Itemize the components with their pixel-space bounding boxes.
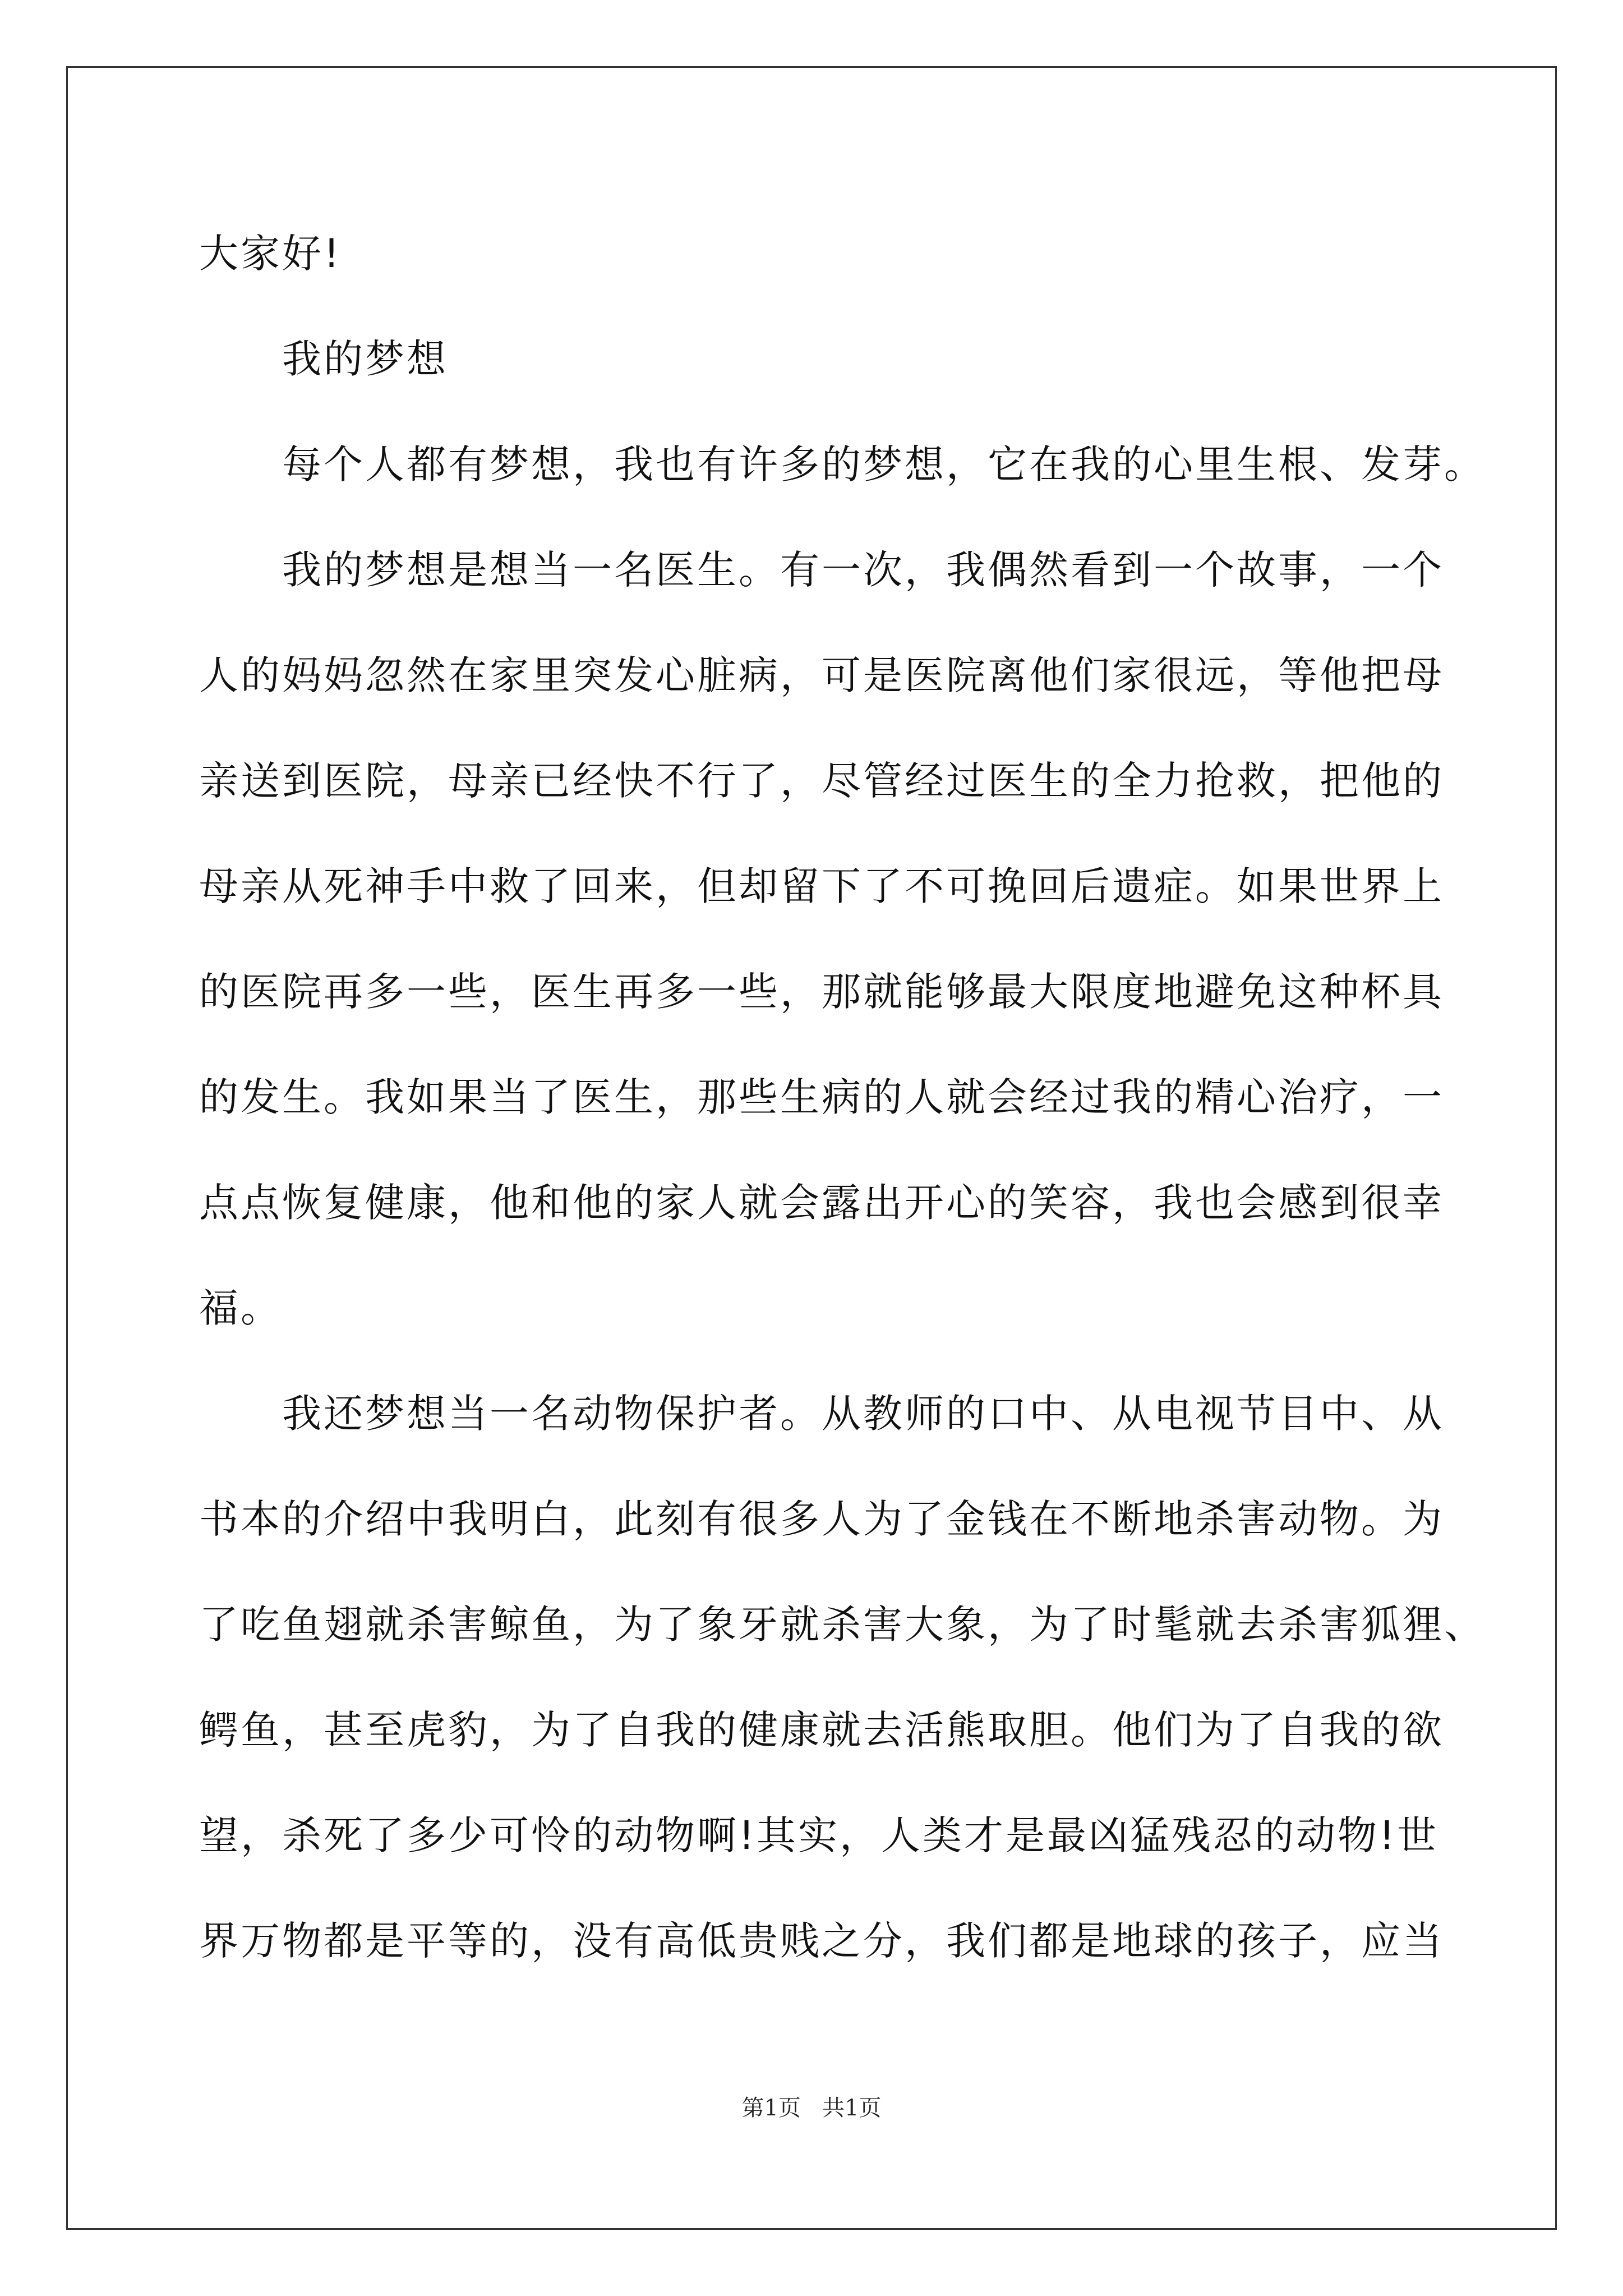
text-line: 福。: [199, 1285, 282, 1331]
page-number-footer: 第1页 共1页: [741, 2095, 882, 2121]
text-line: 我还梦想当一名动物保护者。从教师的口中、从电视节目中、从: [199, 1391, 1444, 1437]
text-line: 每个人都有梦想，我也有许多的梦想，它在我的心里生根、发芽。: [199, 441, 1486, 487]
text-line: 母亲从死神手中救了回来，但却留下了不可挽回后遗症。如果世界上: [199, 863, 1444, 909]
text-line: 界万物都是平等的，没有高低贵贱之分，我们都是地球的孩子，应当: [199, 1918, 1444, 1964]
text-line: 望，杀死了多少可怜的动物啊!其实，人类才是最凶猛残忍的动物!世: [199, 1812, 1439, 1858]
text-line: 的医院再多一些，医生再多一些，那就能够最大限度地避免这种杯具: [199, 969, 1444, 1015]
text-line: 点点恢复健康，他和他的家人就会露出开心的笑容，我也会感到很幸: [199, 1180, 1444, 1226]
text-line: 书本的介绍中我明白，此刻有很多人为了金钱在不断地杀害动物。为: [199, 1496, 1444, 1542]
text-line: 我的梦想是想当一名医生。有一次，我偶然看到一个故事，一个: [199, 547, 1444, 593]
text-line: 的发生。我如果当了医生，那些生病的人就会经过我的精心治疗，一: [199, 1074, 1444, 1120]
page-border: [66, 66, 1557, 2230]
text-line: 我的梦想: [199, 336, 448, 382]
text-line: 亲送到医院，母亲已经快不行了，尽管经过医生的全力抢救，把他的: [199, 758, 1444, 804]
text-line: 鳄鱼，甚至虎豹，为了自我的健康就去活熊取胆。他们为了自我的欲: [199, 1707, 1444, 1753]
text-line: 大家好!: [199, 231, 342, 277]
text-line: 人的妈妈忽然在家里突发心脏病，可是医院离他们家很远，等他把母: [199, 652, 1444, 698]
text-line: 了吃鱼翅就杀害鲸鱼，为了象牙就杀害大象，为了时髦就去杀害狐狸、: [199, 1602, 1486, 1648]
